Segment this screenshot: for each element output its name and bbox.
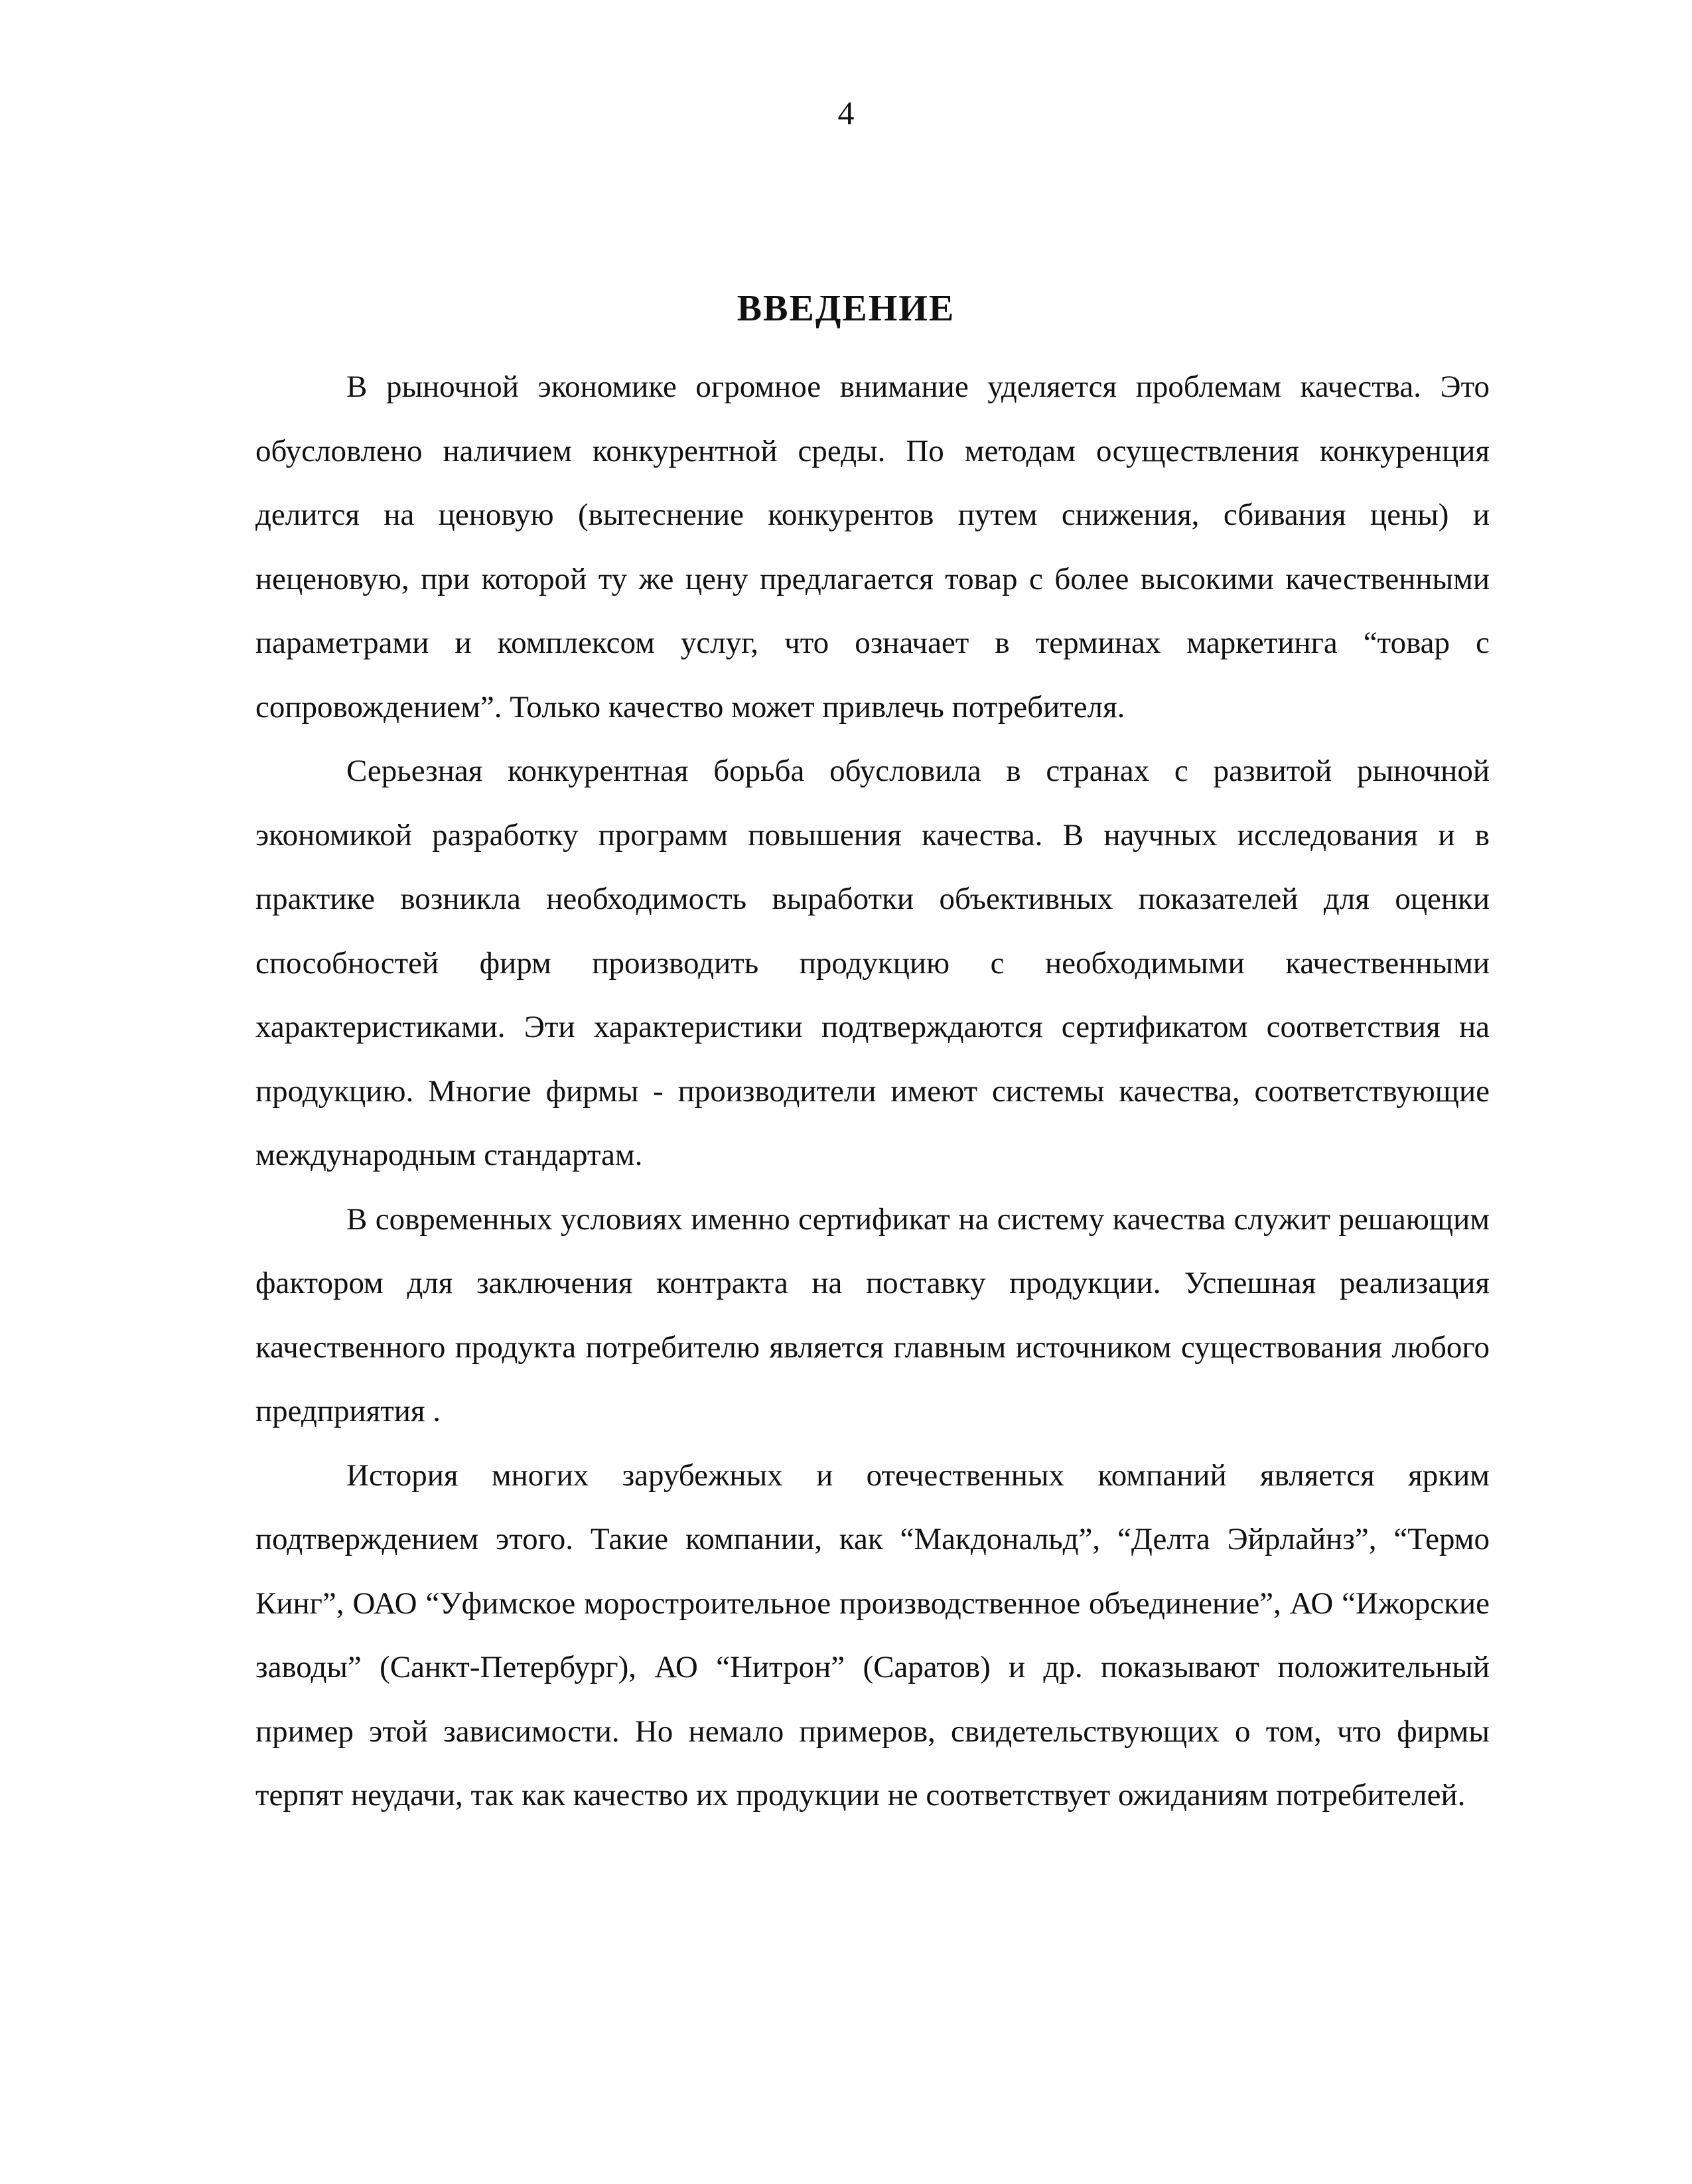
paragraph-3: В современных условиях именно сертификат на систему качества служит решающим фактором для заключения контракта на поставку продукции. Успешная реализация качественного продукта потребителю является главным источником существования любого предприятия . [255,1201,1490,1428]
page-title: ВВЕДЕНИЕ [737,287,955,329]
document-body [255,355,1490,1828]
paragraph-1: В рыночной экономике огромное внимание уделяется проблемам качества. Это обусловлено наличием конкурентной среды. По методам осуществления конкуренция делится на ценовую (вытеснение конкурентов путем снижения, сбивания цены) и неценовую, при которой ту же цену предлагается товар с более высокими качественными параметрами и комплексом услуг, что означает в терминах маркетинга “товар с сопровождением”. Только качество может привлечь потребителя. [255,370,1490,724]
page-number: 4 [837,94,855,131]
paragraph-4: История многих зарубежных и отечественных компаний является ярким подтверждением этого. Такие компании, как “Макдональд”, “Делта Эйрлайнз”, “Термо Кинг”, ОАО “Уфимское моростроительное производственное объединение”, АО “Ижорские заводы” (Санкт-Петербург), АО “Нитрон” (Саратов) и др. показывают положительный пример этой зависимости. Но немало примеров, свидетельствующих о том, что фирмы терпят неудачи, так как качество их продукции не соответствует ожиданиям потребителей. [255,1458,1490,1812]
paragraph-2: Серьезная конкурентная борьба обусловила в странах с развитой рыночной экономикой разработку программ повышения качества. В научных исследования и в практике возникла необходимость выработки объективных показателей для оценки способностей фирм производить продукцию с необходимыми качественными характеристиками. Эти характеристики подтверждаются сертификатом соответствия на продукцию. Многие фирмы - производители имеют системы качества, соответствующие международным стандартам. [255,754,1490,1172]
